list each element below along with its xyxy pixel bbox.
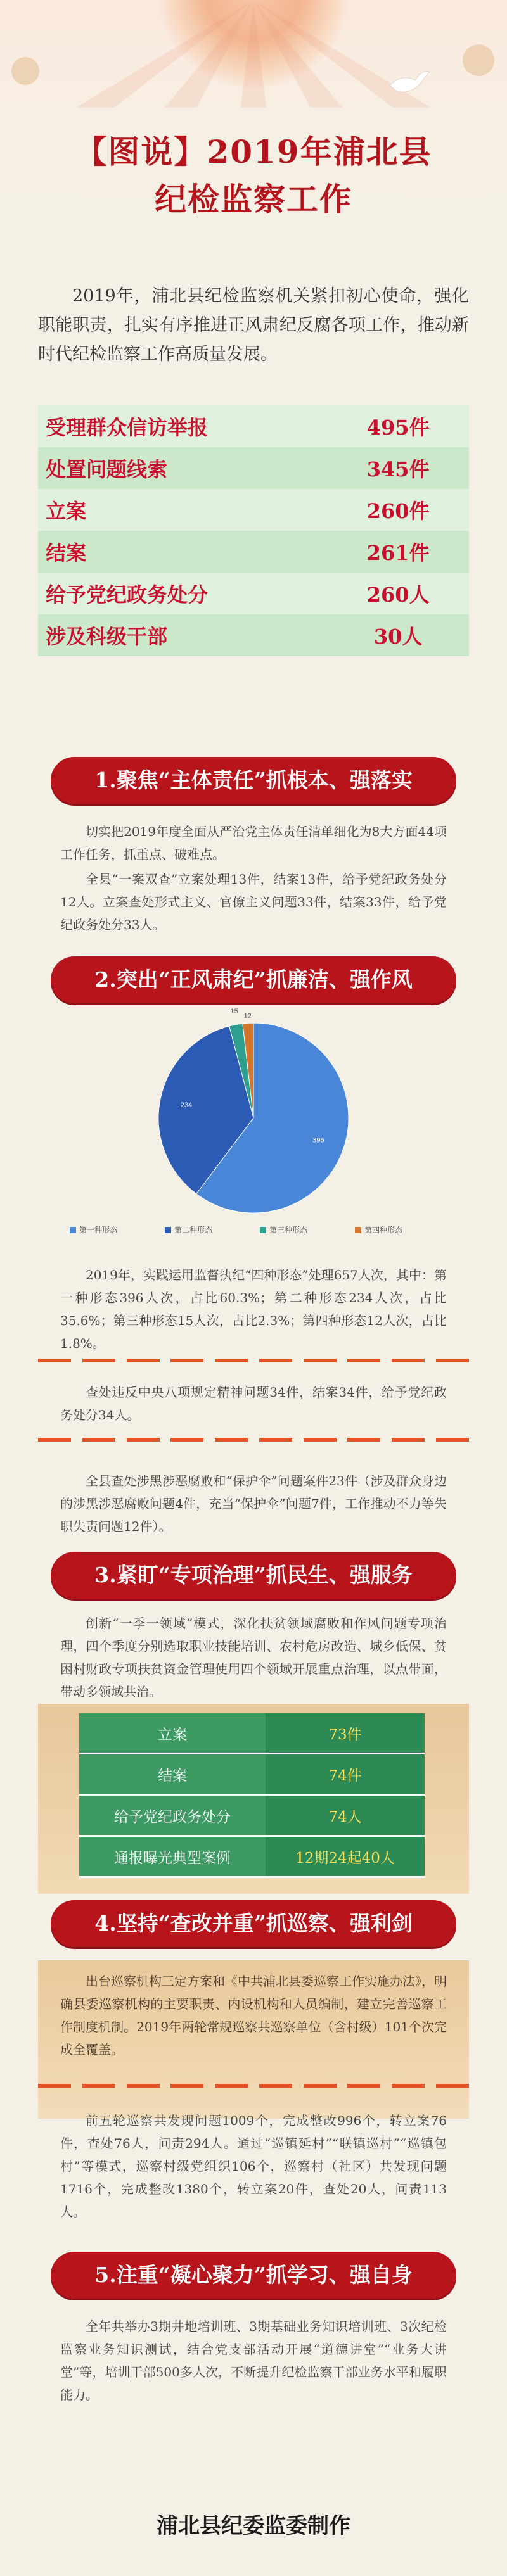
- stats-table: [38, 405, 469, 656]
- section2-paragraph3: 全县查处涉黑涉恶腐败和“保护伞”问题案件23件（涉及群众身边的涉黑涉恶腐败问题4件，充当“保护伞”问题7件，工作推动不力等失职失责问题12件）。: [60, 1473, 447, 1534]
- section3-row-value: 12期24起40人: [266, 1836, 425, 1877]
- dove-icon: [387, 67, 431, 98]
- section1-paragraph2: 全县“一案双查”立案处理13件，结案13件，给予党纪政务处分12人。立案查处形式主义、官僚主义问题33件，结案33件，给予党纪政务处分33人。: [60, 872, 447, 932]
- stat-row: [38, 405, 469, 447]
- footer-credit: 浦北县纪委监委制作: [157, 2513, 350, 2539]
- stat-label: 结案: [46, 541, 87, 565]
- section3-row-label: 结案: [79, 1754, 266, 1795]
- section4-paragraph1: 出台巡察机构三定方案和《中共浦北县委巡察工作实施办法》，明确县委巡察机构的主要职责、内设机构和人员编制，建立完善巡察工作制度机制。2019年两轮常规巡察共巡察单位（含村级）101个次完成全覆盖。: [60, 1974, 447, 2057]
- legend-label: 第二种形态: [174, 1226, 213, 1234]
- section3-heading: 3.紧盯“专项治理”抓民生、强服务: [51, 1552, 456, 1599]
- stat-row: [38, 447, 469, 489]
- divider: [38, 2084, 469, 2089]
- section1-heading: 1.聚焦“主体责任”抓根本、强落实: [51, 757, 456, 804]
- stat-value: 495件: [366, 416, 430, 440]
- section3-row-label: 通报曝光典型案例: [79, 1836, 266, 1877]
- section1-paragraph1: 切实把2019年度全面从严治党主体责任清单细化为8大方面44项工作任务，抓重点、破难点。: [60, 824, 447, 862]
- section3-paragraph1: 创新“一季一领域”模式，深化扶贫领域腐败和作风问题专项治理，四个季度分别选取职业技能培训、农村危房改造、城乡低保、贫困村财政专项扶贫资金管理使用四个领域开展重点治理，以点带面，带动多领域共治。: [60, 1616, 447, 1699]
- banner-decoration: [0, 0, 507, 108]
- section3-row-label: 给予党纪政务处分: [79, 1795, 266, 1836]
- stat-value: 260件: [366, 499, 430, 523]
- section3-table: [79, 1713, 425, 1878]
- section3-row-value: 73件: [266, 1713, 425, 1754]
- legend-label: 第一种形态: [79, 1226, 118, 1234]
- legend-label: 第四种形态: [364, 1226, 403, 1234]
- section3-row: [79, 1713, 425, 1754]
- intro-paragraph: 2019年，浦北县纪检监察机关紧扣初心使命，强化职能职责，扎实有序推进正风肃纪反腐各项工作，推动新时代纪检监察工作高质量发展。: [38, 286, 469, 364]
- pie-data-label: 396: [312, 1136, 324, 1145]
- sunburst-decoration: [0, 0, 507, 108]
- section3-row-value: 74人: [266, 1795, 425, 1836]
- section3-row: [79, 1754, 425, 1795]
- pie-data-label: 15: [230, 1007, 238, 1015]
- stat-row: [38, 531, 469, 573]
- section3-row-label: 立案: [79, 1713, 266, 1754]
- section4-paragraph2: 前五轮巡察共发现问题1009个，完成整改996个，转立案76件，查处76人，问责294人。通过“巡镇延村”“联镇巡村”“巡镇包村”等模式，巡察村级党组织106个，巡察村（社区）共发现问题1716个，完成整改1380个，转立案20件，查处20人，问责113人。: [60, 2113, 447, 2219]
- pie-data-label: 234: [180, 1101, 193, 1110]
- legend-swatch: [355, 1227, 361, 1233]
- divider: [38, 1359, 469, 1364]
- decor-lantern: [11, 57, 39, 85]
- stat-row: [38, 614, 469, 656]
- stat-label: 立案: [46, 499, 87, 523]
- legend-swatch: [70, 1227, 76, 1233]
- stat-label: 处置问题线索: [46, 457, 168, 481]
- stat-label: 涉及科级干部: [46, 625, 168, 649]
- page-title-line1: 【图说】2019年浦北县: [75, 133, 432, 170]
- pie-chart: [38, 1007, 469, 1254]
- section2-heading: 2.突出“正风肃纪”抓廉洁、强作风: [51, 956, 456, 1003]
- section4-heading: 4.坚持“查改并重”抓巡察、强利剑: [51, 1900, 456, 1947]
- decor-lantern: [463, 44, 494, 76]
- page-title-line2: 纪检监察工作: [155, 181, 352, 218]
- stat-value: 261件: [366, 541, 430, 565]
- stat-value: 260人: [366, 583, 430, 607]
- divider: [38, 1438, 469, 1443]
- section3-row: [79, 1795, 425, 1836]
- legend-label: 第三种形态: [269, 1226, 308, 1234]
- legend-swatch: [260, 1227, 266, 1233]
- section3-row: [79, 1836, 425, 1877]
- section5-heading: 5.注重“凝心聚力”抓学习、强自身: [51, 2252, 456, 2299]
- section5-paragraph1: 全年共举办3期井地培训班、3期基础业务知识培训班、3次纪检监察业务知识测试，结合党支部活动开展“道德讲堂”“业务大讲堂”等，培训干部500多人次，不断提升纪检监察干部业务水平和履职能力。: [60, 2319, 447, 2402]
- stat-row: [38, 489, 469, 531]
- section3-row-value: 74件: [266, 1754, 425, 1795]
- stat-row: [38, 573, 469, 614]
- legend-swatch: [165, 1227, 171, 1233]
- stat-value: 30人: [373, 625, 423, 649]
- stat-label: 给予党纪政务处分: [46, 583, 209, 607]
- section2-paragraph1: 2019年，实践运用监督执纪“四种形态”处理657人次，其中：第一种形态396人次，占比60.3%；第二种形态234人次，占比35.6%；第三种形态15人次，占比2.3%；第四种形态12人次，占比1.8%。: [60, 1267, 447, 1351]
- section2-paragraph2: 查处违反中央八项规定精神问题34件，结案34件，给予党纪政务处分34人。: [60, 1385, 447, 1423]
- pie-data-label: 12: [243, 1012, 252, 1020]
- stat-value: 345件: [366, 457, 430, 481]
- stat-label: 受理群众信访举报: [46, 416, 209, 440]
